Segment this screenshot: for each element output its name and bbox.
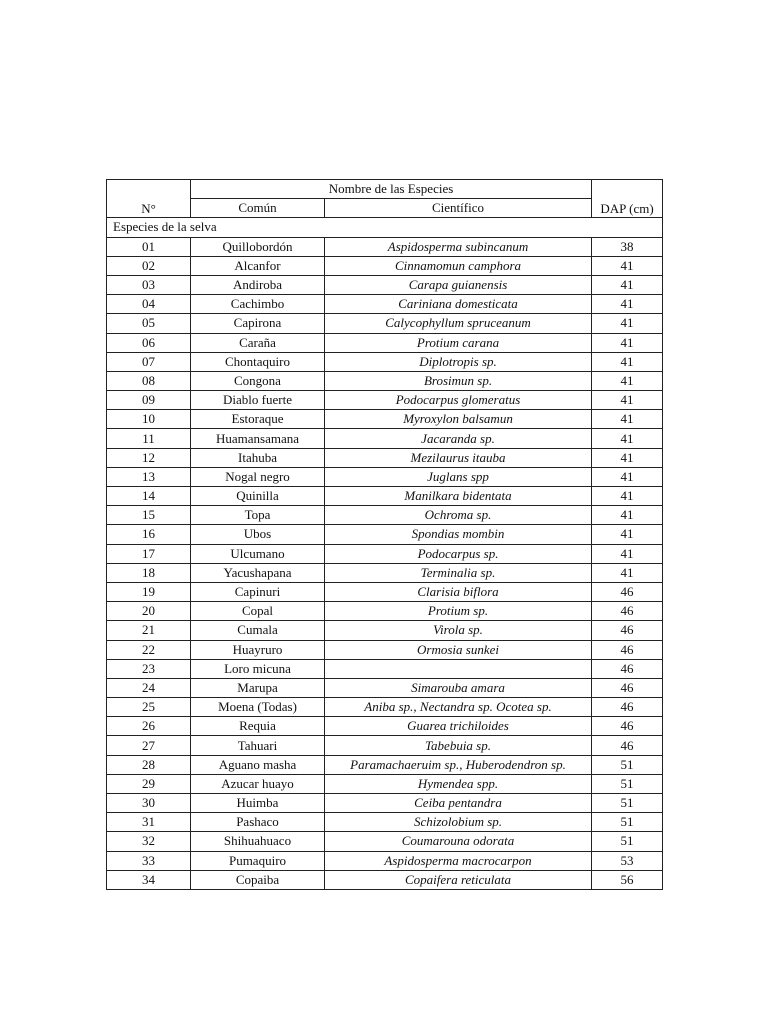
- row-number: 18: [107, 563, 191, 582]
- common-name: Huimba: [191, 794, 325, 813]
- table-row: [107, 736, 663, 755]
- dap-value: 51: [592, 813, 663, 832]
- common-name: Diablo fuerte: [191, 391, 325, 410]
- scientific-name: Myroxylon balsamun: [325, 410, 592, 429]
- common-name: Topa: [191, 506, 325, 525]
- row-number: 30: [107, 794, 191, 813]
- scientific-name: Podocarpus sp.: [325, 544, 592, 563]
- dap-value: 56: [592, 870, 663, 889]
- dap-value: 41: [592, 391, 663, 410]
- table-row: [107, 544, 663, 563]
- scientific-name: Calycophyllum spruceanum: [325, 314, 592, 333]
- scientific-name: [325, 659, 592, 678]
- table-row: [107, 851, 663, 870]
- row-number: 06: [107, 333, 191, 352]
- dap-value: 41: [592, 275, 663, 294]
- common-name: Chontaquiro: [191, 352, 325, 371]
- common-name: Yacushapana: [191, 563, 325, 582]
- common-name: Congona: [191, 371, 325, 390]
- row-number: 21: [107, 621, 191, 640]
- scientific-name: Juglans spp: [325, 467, 592, 486]
- dap-value: 51: [592, 755, 663, 774]
- row-number: 23: [107, 659, 191, 678]
- row-number: 26: [107, 717, 191, 736]
- scientific-name: Aspidosperma macrocarpon: [325, 851, 592, 870]
- dap-value: 41: [592, 448, 663, 467]
- table-row: [107, 794, 663, 813]
- common-name: Ulcumano: [191, 544, 325, 563]
- common-name: Alcanfor: [191, 256, 325, 275]
- row-number: 20: [107, 602, 191, 621]
- table-row: [107, 640, 663, 659]
- scientific-name: Carapa guianensis: [325, 275, 592, 294]
- scientific-name: Ochroma sp.: [325, 506, 592, 525]
- header-scientific: Científico: [325, 199, 592, 218]
- table-row: [107, 448, 663, 467]
- dap-value: 38: [592, 237, 663, 256]
- common-name: Pumaquiro: [191, 851, 325, 870]
- scientific-name: Copaifera reticulata: [325, 870, 592, 889]
- dap-value: 41: [592, 352, 663, 371]
- row-number: 15: [107, 506, 191, 525]
- row-number: 33: [107, 851, 191, 870]
- table-row: [107, 314, 663, 333]
- dap-value: 51: [592, 832, 663, 851]
- row-number: 13: [107, 467, 191, 486]
- table-row: [107, 717, 663, 736]
- common-name: Nogal negro: [191, 467, 325, 486]
- row-number: 31: [107, 813, 191, 832]
- row-number: 29: [107, 774, 191, 793]
- scientific-name: Terminalia sp.: [325, 563, 592, 582]
- table-row: [107, 621, 663, 640]
- dap-value: 41: [592, 371, 663, 390]
- scientific-name: Hymendea spp.: [325, 774, 592, 793]
- common-name: Huayruro: [191, 640, 325, 659]
- table-row: [107, 275, 663, 294]
- row-number: 10: [107, 410, 191, 429]
- common-name: Quinilla: [191, 487, 325, 506]
- row-number: 11: [107, 429, 191, 448]
- common-name: Cachimbo: [191, 295, 325, 314]
- table-row: [107, 467, 663, 486]
- dap-value: 46: [592, 621, 663, 640]
- dap-value: 41: [592, 314, 663, 333]
- scientific-name: Brosimun sp.: [325, 371, 592, 390]
- dap-value: 41: [592, 467, 663, 486]
- common-name: Estoraque: [191, 410, 325, 429]
- scientific-name: Protium carana: [325, 333, 592, 352]
- common-name: Tahuari: [191, 736, 325, 755]
- table-row: [107, 391, 663, 410]
- table-row: [107, 870, 663, 889]
- common-name: Azucar huayo: [191, 774, 325, 793]
- header-dap: DAP (cm): [592, 180, 663, 218]
- table-row: [107, 352, 663, 371]
- dap-value: 41: [592, 333, 663, 352]
- table-row: [107, 698, 663, 717]
- dap-value: 46: [592, 678, 663, 697]
- row-number: 24: [107, 678, 191, 697]
- header-common: Común: [191, 199, 325, 218]
- dap-value: 41: [592, 256, 663, 275]
- common-name: Cumala: [191, 621, 325, 640]
- scientific-name: Simarouba amara: [325, 678, 592, 697]
- scientific-name: Cinnamomun camphora: [325, 256, 592, 275]
- dap-value: 41: [592, 487, 663, 506]
- table-row: [107, 371, 663, 390]
- table-row: [107, 525, 663, 544]
- scientific-name: Mezilaurus itauba: [325, 448, 592, 467]
- common-name: Copal: [191, 602, 325, 621]
- dap-value: 46: [592, 582, 663, 601]
- dap-value: 41: [592, 410, 663, 429]
- dap-value: 46: [592, 602, 663, 621]
- common-name: Marupa: [191, 678, 325, 697]
- row-number: 12: [107, 448, 191, 467]
- dap-value: 41: [592, 563, 663, 582]
- section-row: [107, 218, 663, 237]
- row-number: 05: [107, 314, 191, 333]
- dap-value: 46: [592, 717, 663, 736]
- dap-value: 51: [592, 774, 663, 793]
- row-number: 08: [107, 371, 191, 390]
- dap-value: 41: [592, 295, 663, 314]
- scientific-name: Ceiba pentandra: [325, 794, 592, 813]
- common-name: Andiroba: [191, 275, 325, 294]
- dap-value: 46: [592, 659, 663, 678]
- table-row: [107, 256, 663, 275]
- scientific-name: Aniba sp., Nectandra sp. Ocotea sp.: [325, 698, 592, 717]
- dap-value: 41: [592, 429, 663, 448]
- common-name: Loro micuna: [191, 659, 325, 678]
- row-number: 01: [107, 237, 191, 256]
- table-row: [107, 333, 663, 352]
- table-row: [107, 429, 663, 448]
- common-name: Ubos: [191, 525, 325, 544]
- scientific-name: Guarea trichiloides: [325, 717, 592, 736]
- row-number: 07: [107, 352, 191, 371]
- species-table: [106, 179, 663, 890]
- table-row: [107, 582, 663, 601]
- dap-value: 51: [592, 794, 663, 813]
- common-name: Copaiba: [191, 870, 325, 889]
- row-number: 28: [107, 755, 191, 774]
- table-row: [107, 832, 663, 851]
- common-name: Quillobordón: [191, 237, 325, 256]
- row-number: 27: [107, 736, 191, 755]
- header-row-bottom: [107, 199, 663, 218]
- row-number: 22: [107, 640, 191, 659]
- scientific-name: Diplotropis sp.: [325, 352, 592, 371]
- table-row: [107, 755, 663, 774]
- dap-value: 41: [592, 506, 663, 525]
- table-body: [107, 180, 663, 890]
- table-row: [107, 813, 663, 832]
- common-name: Capinuri: [191, 582, 325, 601]
- header-row-top: [107, 180, 663, 199]
- row-number: 17: [107, 544, 191, 563]
- scientific-name: Tabebuia sp.: [325, 736, 592, 755]
- common-name: Caraña: [191, 333, 325, 352]
- table-row: [107, 563, 663, 582]
- row-number: 19: [107, 582, 191, 601]
- scientific-name: Clarisia biflora: [325, 582, 592, 601]
- table-row: [107, 295, 663, 314]
- row-number: 25: [107, 698, 191, 717]
- dap-value: 53: [592, 851, 663, 870]
- section-label: Especies de la selva: [107, 218, 663, 237]
- common-name: Shihuahuaco: [191, 832, 325, 851]
- dap-value: 46: [592, 640, 663, 659]
- row-number: 32: [107, 832, 191, 851]
- row-number: 14: [107, 487, 191, 506]
- scientific-name: Aspidosperma subincanum: [325, 237, 592, 256]
- scientific-name: Podocarpus glomeratus: [325, 391, 592, 410]
- table-row: [107, 602, 663, 621]
- table-row: [107, 487, 663, 506]
- table-row: [107, 659, 663, 678]
- header-group: Nombre de las Especies: [191, 180, 592, 199]
- table-row: [107, 774, 663, 793]
- common-name: Requia: [191, 717, 325, 736]
- common-name: Itahuba: [191, 448, 325, 467]
- table-row: [107, 678, 663, 697]
- scientific-name: Coumarouna odorata: [325, 832, 592, 851]
- table-row: [107, 237, 663, 256]
- row-number: 02: [107, 256, 191, 275]
- row-number: 09: [107, 391, 191, 410]
- scientific-name: Ormosia sunkei: [325, 640, 592, 659]
- scientific-name: Jacaranda sp.: [325, 429, 592, 448]
- dap-value: 41: [592, 525, 663, 544]
- row-number: 16: [107, 525, 191, 544]
- scientific-name: Cariniana domesticata: [325, 295, 592, 314]
- common-name: Aguano masha: [191, 755, 325, 774]
- dap-value: 41: [592, 544, 663, 563]
- row-number: 04: [107, 295, 191, 314]
- scientific-name: Spondias mombin: [325, 525, 592, 544]
- row-number: 34: [107, 870, 191, 889]
- scientific-name: Schizolobium sp.: [325, 813, 592, 832]
- table-row: [107, 506, 663, 525]
- header-num: N°: [107, 180, 191, 218]
- common-name: Pashaco: [191, 813, 325, 832]
- row-number: 03: [107, 275, 191, 294]
- table-row: [107, 410, 663, 429]
- common-name: Capirona: [191, 314, 325, 333]
- common-name: Moena (Todas): [191, 698, 325, 717]
- dap-value: 46: [592, 698, 663, 717]
- scientific-name: Protium sp.: [325, 602, 592, 621]
- dap-value: 46: [592, 736, 663, 755]
- scientific-name: Virola sp.: [325, 621, 592, 640]
- scientific-name: Paramachaeruim sp., Huberodendron sp.: [325, 755, 592, 774]
- common-name: Huamansamana: [191, 429, 325, 448]
- scientific-name: Manilkara bidentata: [325, 487, 592, 506]
